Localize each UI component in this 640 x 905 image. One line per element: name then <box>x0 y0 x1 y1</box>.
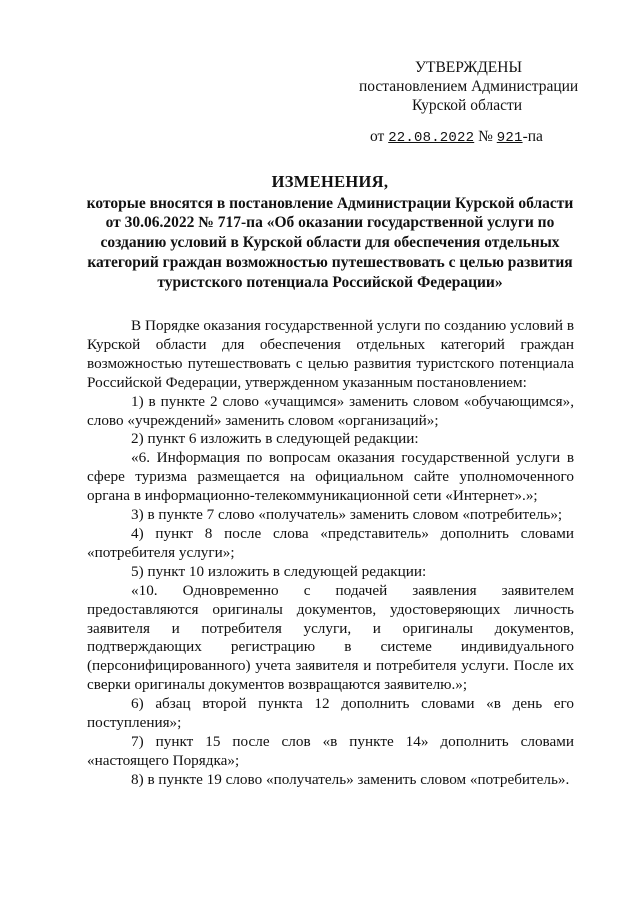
approval-authority: постановлением Администрации <box>359 78 579 95</box>
document-subtitle-line: которые вносятся в постановление Администрации Курской области <box>86 194 574 212</box>
body-item-4: 4) пункт 8 после слова «представитель» дополнить словами «потребителя услуги»; <box>87 524 574 561</box>
body-item-3: 3) в пункте 7 слово «получатель» заменить словом «потребитель»; <box>131 506 563 524</box>
approval-stamp <box>355 58 595 148</box>
body-paragraph-intro: В Порядке оказания государственной услуги по созданию условий в Курской области для обеспечения отдельных категорий граждан возможностью путешествовать с целью развития туристского потенциала Российской Федерации, утвержденном указанным постановлением: <box>87 317 574 391</box>
body-quote-10: «10. Одновременно с подачей заявления заявителем предоставляются оригиналы документов, удостоверяющих личность заявителя и потребителя услуги, и оригиналы документов, подтверждающих регистрацию в системе индивидуального (персонифицированного) учета заявителя и потребителя услуги. После их сверки оригиналы документов возвращаются заявителю.»; <box>87 581 574 694</box>
body-item-1: 1) в пункте 2 слово «учащимся» заменить словом «обучающимся», слово «учреждений» заменить словом «организаций»; <box>87 392 574 429</box>
body-item-8: 8) в пункте 19 слово «получатель» заменить словом «потребитель». <box>131 770 570 788</box>
number-suffix: -па <box>522 128 543 145</box>
date-prefix: от <box>370 128 385 145</box>
approval-number: 921 <box>496 130 523 146</box>
document-subtitle-line: созданию условий в Курской области для обеспечения отдельных <box>100 234 560 252</box>
document-subtitle-line: категорий граждан возможностью путешествовать с целью развития <box>87 253 573 271</box>
document-title: ИЗМЕНЕНИЯ, <box>271 172 389 191</box>
body-item-5: 5) пункт 10 изложить в следующей редакции: <box>131 562 427 580</box>
approval-region: Курской области <box>412 97 523 114</box>
document-subtitle-line: туристского потенциала Российской Федерации» <box>157 273 503 291</box>
body-item-6: 6) абзац второй пункта 12 дополнить словами «в день его поступления»; <box>87 695 574 732</box>
body-quote-6: «6. Информация по вопросам оказания государственной услуги в сфере туризма размещается на официальном сайте уполномоченного органа в информационно-телекоммуникационной сети «Интернет».»; <box>87 449 574 505</box>
approval-date: 22.08.2022 <box>388 130 475 146</box>
document-title-block <box>80 172 580 292</box>
document-body <box>87 317 574 790</box>
body-item-7: 7) пункт 15 после слов «в пункте 14» дополнить словами «настоящего Порядка»; <box>87 732 574 769</box>
approval-title: УТВЕРЖДЕНЫ <box>415 59 522 76</box>
number-sign: № <box>478 128 493 145</box>
approval-date-line <box>355 127 595 148</box>
document-subtitle-line: от 30.06.2022 № 717-па «Об оказании государственной услуги по <box>105 214 555 232</box>
body-item-2: 2) пункт 6 изложить в следующей редакции: <box>131 430 419 448</box>
